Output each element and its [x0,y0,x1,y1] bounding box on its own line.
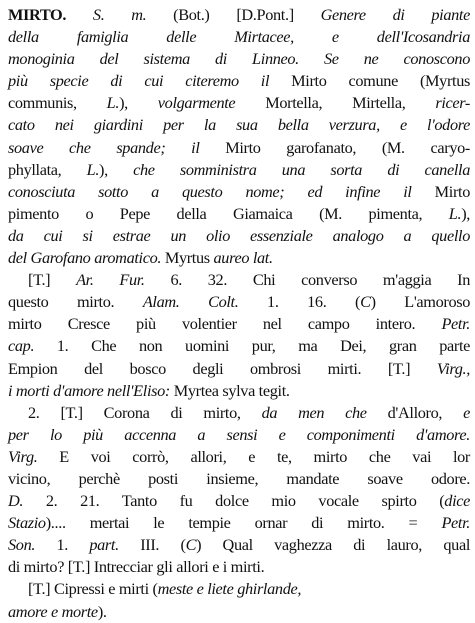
sense-2-line [8,402,470,424]
entry-line [8,137,470,159]
sense-2-line [8,490,470,512]
text-run: 1. [35,535,90,555]
text-run: Son. [8,535,36,555]
text-run: Mirto garofanato, (M. caryo- [199,137,470,157]
text-run: C [360,292,371,312]
text-run: . ( [155,535,186,555]
text-run: E voi corrò, allori, e te, mirto che vai lor [37,446,470,466]
entry-line [8,26,470,48]
text-run: ), [119,93,158,113]
text-run: L. [106,93,120,113]
text-run: per lo più accenna a sensi e componimenti d'amore. [8,424,470,444]
text-run: Myrtea sylva tegit. [169,380,290,400]
text-run: Genere di piante [320,5,470,24]
text-run: cap. [8,336,35,356]
text-run: L. [448,203,462,223]
text-run: MIRTO. [8,5,67,24]
text-run: 2. 21. Tanto fu dolce mio vocale spirto ( [23,491,445,511]
text-run: soave che spande; [8,137,166,157]
text-run: Mirto [411,181,471,201]
sense-2-line [8,534,470,556]
text-run: che somministra una sorta di canella [133,159,470,179]
text-run: S. m. [92,5,147,24]
text-run: 2. [T.] Corona di mirto, [28,402,262,422]
text-run: amore e morte [8,601,98,621]
text-run [66,5,93,24]
text-run: aureo lat. [213,248,273,268]
text-run: 1. 16. ( [238,292,361,312]
text-run: Empion del bosco degli ombrosi mirti. [T.] [8,358,437,378]
sense-2-line [8,446,470,468]
entry-line [8,225,470,247]
text-run: Mirto comune (Myrtus [269,71,470,91]
text-run: dice [444,491,470,511]
text-run: Myrtus [161,248,214,268]
text-run: mirto Cresce più volentier nel campo intero. [8,314,442,334]
text-run: Petr. [441,314,470,334]
citation-line [8,291,470,313]
text-run: Alam. Colt. [142,292,239,312]
text-run: (Bot.) [D.Pont.] [146,5,321,24]
text-run: più specie di cui citeremo il [8,71,270,91]
text-run: ), [99,159,134,179]
text-run: D. [8,491,24,511]
text-run [119,535,140,554]
text-run: da cui si estrae un olio essenziale analogo a quello [8,225,470,245]
text-run: ).... mertai le tempie ornar di mirto. = [45,513,442,533]
text-run: pimento o Pepe della Giamaica (M. pimenta, [8,203,449,223]
citation-line [8,335,470,357]
sense-2-line [8,512,470,534]
citation-line [8,601,470,623]
text-run: monoginia del sistema di Linneo. Se ne conoscono [8,49,470,69]
citation-line [8,380,470,402]
entry-line [8,92,470,114]
text-run: i morti d'amore nell'Eliso: [8,380,170,400]
text-run: volgarmente [157,93,236,113]
text-run: del Garofano aromatico. [8,248,162,268]
dictionary-entry-mirto [8,4,470,623]
text-run: communis, [8,93,107,113]
citation-line [8,358,470,380]
text-run: ), [461,203,470,223]
text-run: ). [97,601,107,621]
citation-line [8,313,470,335]
text-run: III [140,535,156,555]
text-run: ricer- [435,93,470,113]
text-run: L. [86,159,100,179]
text-run: d'Alloro, [366,402,464,422]
text-run: 1. Che non uomini pur, ma Dei, gran parte [34,336,470,356]
citation-line [8,578,470,600]
text-run: vicino, perchè posti insieme, mandate soave odore. [8,468,470,488]
text-run: della famiglia delle Mirtacee, e dell'Icosandria [8,27,470,47]
entry-line [8,48,470,70]
text-run: Virg. [8,446,38,466]
text-run: Mortella, Mirtella, [235,93,436,113]
text-run: [T.] Cipressi e mirti ( [28,579,158,599]
text-run [165,138,191,157]
text-run: Ar. Fur. [76,270,145,290]
citation-line [8,269,470,291]
text-run: meste e liete ghirlande, [157,579,302,599]
text-run: da men che [261,402,367,422]
entry-line [8,159,470,181]
text-run: Virg., [436,358,470,378]
text-run: Petr. [441,513,470,533]
text-run: ) Qual vaghezza di lauro, qual [196,535,471,555]
text-run: di mirto? [T.] Intrecciar gli allori e i mirti. [8,557,265,577]
text-run: [T.] [28,270,77,290]
text-run: ) L'amoroso [370,292,471,312]
text-run: C [185,535,197,555]
text-run: conosciuta sotto a questo nome; ed infine il [8,181,412,201]
text-run: Stazio [8,513,46,533]
sense-2-line [8,556,470,578]
text-run: 6. 32. Chi converso m'aggia In [144,270,470,290]
entry-line [8,247,470,269]
entry-line [8,114,470,136]
text-run: questo mirto. [8,292,143,312]
entry-line [8,181,470,203]
text-run: il [191,137,200,157]
sense-2-line [8,468,470,490]
sense-2-line [8,424,470,446]
entry-line [8,70,470,92]
text-run: e [463,402,470,422]
text-run: phyllata, [8,159,87,179]
entry-line [8,4,470,26]
text-run: cato nei giardini per la sua bella verzura, e l'odore [8,115,470,135]
text-run: part. [89,535,119,555]
entry-line [8,203,470,225]
